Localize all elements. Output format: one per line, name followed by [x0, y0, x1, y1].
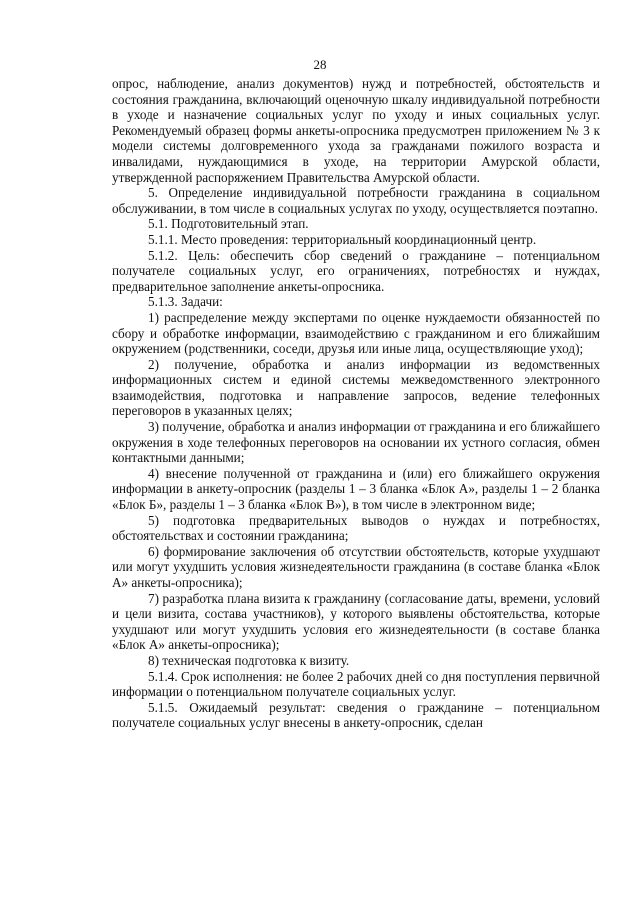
- task-item-3: 3) получение, обработка и анализ информации от гражданина и его ближайшего окружения в ходе телефонных переговоров на основании их устного согласия, обмен контактными данными;: [112, 419, 600, 466]
- task-item-4: 4) внесение полученной от гражданина и (или) его ближайшего окружения информации в анкету-опросник (разделы 1 – 3 бланка «Блок А», разделы 1 – 2 бланка «Блок Б», разделы 1 – 3 бланка «Блок В»), в том числе в электронном виде;: [112, 465, 600, 513]
- paragraph-continuation: опрос, наблюдение, анализ документов) нужд и потребностей, обстоятельств и состояния гражданина, включающий оценочную шкалу индивидуальной потребности в уходе и назначение социальных услуг по уходу и иных социальных услуг. Рекомендуемый образец формы анкеты-опросника предусмотрен приложением № 3 к модели системы долговременного ухода за гражданами пожилого возраста и инвалидами, нуждающимися в уходе, на территории Амурской области, утвержденной распоряжением Правительства Амурской области.: [112, 76, 600, 185]
- paragraph-5-1-3: 5.1.3. Задачи:: [148, 294, 223, 310]
- task-item-7: 7) разработка плана визита к гражданину (согласование даты, времени, условий и цели визита, состава участников), у которого выявлены обстоятельства, которые ухудшают или могут ухудшить условия его жизнедеятельности (в составе бланка «Блок А» анкеты-опросника);: [112, 590, 600, 653]
- task-item-8: 8) техническая подготовка к визиту.: [148, 652, 350, 668]
- paragraph-5-1: 5.1. Подготовительный этап.: [148, 216, 309, 232]
- paragraph-section-5: 5. Определение индивидуальной потребности гражданина в социальном обслуживании, в том числе в социальных услугах по уходу, осуществляется поэтапно.: [112, 185, 600, 216]
- task-item-5: 5) подготовка предварительных выводов о нуждах и потребностях, обстоятельствах и состоянии гражданина;: [112, 512, 600, 544]
- task-item-1: 1) распределение между экспертами по оценке нуждаемости обязанностей по сбору и обработке информации, взаимодействию с гражданином и его ближайшим окружением (родственники, соседи, друзья или иные лица, осуществляющие уход);: [112, 309, 600, 357]
- paragraph-5-1-2: 5.1.2. Цель: обеспечить сбор сведений о гражданине – потенциальном получателе социальных услуг, его ограничениях, потребностях и нуждах, предварительное заполнение анкеты-опросника.: [112, 247, 600, 294]
- page-number: 28: [313, 57, 327, 72]
- document-body: [112, 76, 600, 731]
- task-item-2: 2) получение, обработка и анализ информации из ведомственных информационных систем и единой системы межведомственного электронного взаимодействия, подготовка и направление запросов, ведение телефонных переговоров в указанных целях;: [112, 356, 600, 419]
- paragraph-5-1-1: 5.1.1. Место проведения: территориальный координационный центр.: [148, 231, 537, 247]
- paragraph-5-1-4: 5.1.4. Срок исполнения: не более 2 рабочих дней со дня поступления первичной информации о потенциальном получателе социальных услуг.: [112, 668, 600, 700]
- task-item-6: 6) формирование заключения об отсутствии обстоятельств, которые ухудшают или могут ухудшить условия жизнедеятельности гражданина (в составе бланка «Блок А» анкеты-опросника);: [112, 543, 600, 590]
- paragraph-5-1-5: 5.1.5. Ожидаемый результат: сведения о гражданине – потенциальном получателе социальных услуг внесены в анкету-опросник, сделан: [112, 699, 600, 731]
